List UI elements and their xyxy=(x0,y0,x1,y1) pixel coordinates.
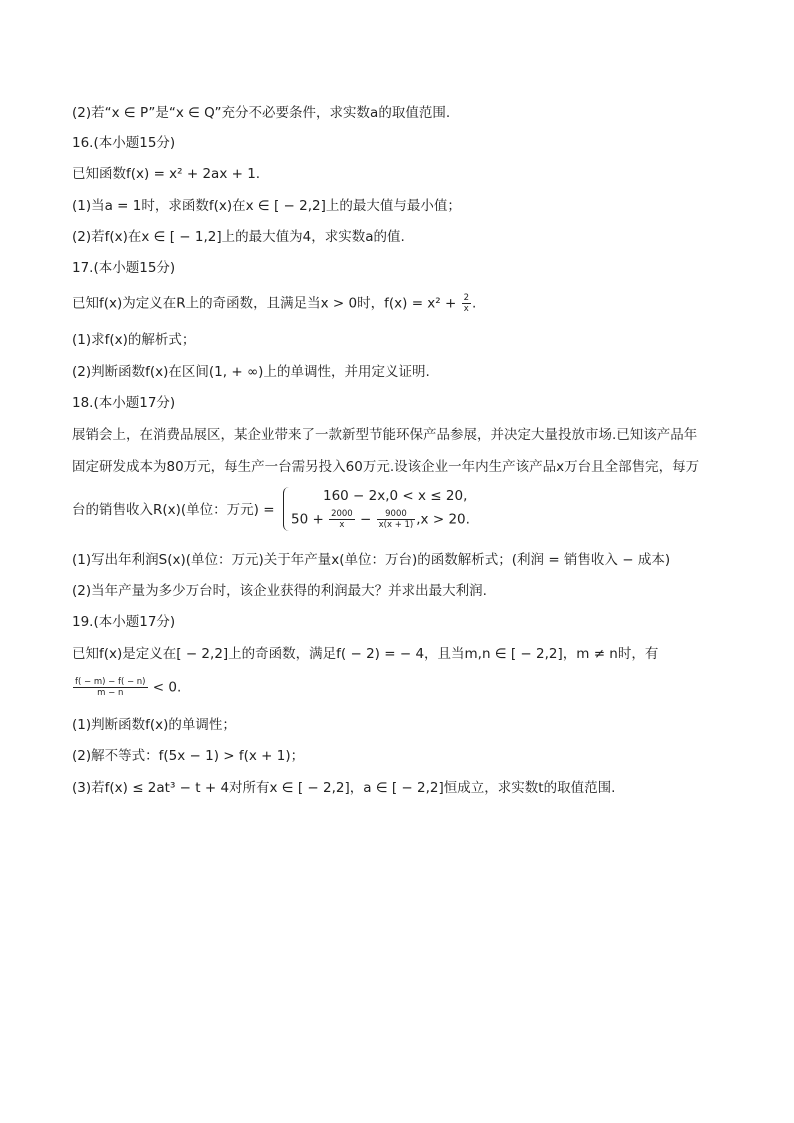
fraction-numerator: f( − m) − f( − n) xyxy=(75,677,146,687)
case-2-constant: 50 + xyxy=(291,511,324,528)
case-2-condition: ,x > 20. xyxy=(416,511,470,528)
problem-16-part-2: (2)若f(x)在x ∈ [ − 1,2]上的最大值为4，求实数a的值. xyxy=(72,229,405,245)
fraction-numerator: 9000 xyxy=(377,509,416,520)
problem-18-header: 18.(本小题17分) xyxy=(72,395,176,411)
problem-17-part-1: (1)求f(x)的解析式； xyxy=(72,332,196,348)
piecewise-case-2 xyxy=(291,509,470,530)
piecewise-case-1: 160 − 2x,0 < x ≤ 20, xyxy=(323,488,468,504)
problem-18-stem-line-3: 台的销售收入R(x)(单位：万元) = xyxy=(72,502,275,518)
problem-19-header: 19.(本小题17分) xyxy=(72,614,176,630)
problem-19-part-3: (3)若f(x) ≤ 2at³ − t + 4对所有x ∈ [ − 2,2]，a ∈ [ − 2,2]恒成立，求实数t的取值范围. xyxy=(72,780,616,796)
problem-19-part-2: (2)解不等式：f(5x − 1) > f(x + 1)； xyxy=(72,748,305,764)
problem-17-stem xyxy=(72,293,476,314)
problem-17-stem-text: 已知f(x)为定义在R上的奇函数，且满足当x > 0时，f(x) = x² + xyxy=(72,295,457,312)
problem-19-stem-line-1: 已知f(x)是定义在[ − 2,2]上的奇函数，满足f( − 2) = − 4，且当m,n ∈ [ − 2,2]，m ≠ n时，有 xyxy=(72,646,659,662)
problem-19-part-1: (1)判断函数f(x)的单调性； xyxy=(72,717,236,733)
fraction xyxy=(462,293,471,314)
fraction-denominator: x xyxy=(463,304,469,314)
problem-15-part-2: (2)若“x ∈ P”是“x ∈ Q”充分不必要条件，求实数a的取值范围. xyxy=(72,105,451,121)
problem-16-part-1: (1)当a = 1时，求函数f(x)在x ∈ [ − 2,2]上的最大值与最小值； xyxy=(72,198,461,214)
fraction xyxy=(377,509,416,530)
fraction-denominator: x(x + 1) xyxy=(378,520,414,530)
problem-19-stem-line-2 xyxy=(72,677,181,698)
minus-sign: − xyxy=(360,511,372,528)
left-brace xyxy=(283,487,290,531)
problem-17-header: 17.(本小题15分) xyxy=(72,260,176,276)
fraction-denominator: m − n xyxy=(97,688,124,698)
problem-18-stem-line-2: 固定研发成本为80万元，每生产一台需另投入60万元.设该企业一年内生产该产品x万台且全部售完，每万 xyxy=(72,459,700,475)
problem-16-stem: 已知函数f(x) = x² + 2ax + 1. xyxy=(72,166,261,182)
problem-17-part-2: (2)判断函数f(x)在区间(1, + ∞)上的单调性，并用定义证明. xyxy=(72,364,430,380)
inequality-end: < 0. xyxy=(152,679,182,696)
problem-16-header: 16.(本小题15分) xyxy=(72,135,176,151)
problem-18-part-2: (2)当年产量为多少万台时，该企业获得的利润最大？并求出最大利润. xyxy=(72,583,487,599)
fraction-denominator: x xyxy=(339,520,345,530)
problem-18-stem-line-1: 展销会上，在消费品展区，某企业带来了一款新型节能环保产品参展，并决定大量投放市场.已知该产品年 xyxy=(72,427,698,443)
fraction-numerator: 2 xyxy=(463,293,470,303)
fraction xyxy=(329,509,355,530)
fraction-numerator: 2000 xyxy=(331,509,353,519)
fraction xyxy=(73,677,148,698)
problem-18-part-1: (1)写出年利润S(x)(单位：万元)关于年产量x(单位：万台)的函数解析式；(利润 = 销售收入 − 成本) xyxy=(72,552,671,568)
problem-17-stem-end: . xyxy=(472,295,477,312)
